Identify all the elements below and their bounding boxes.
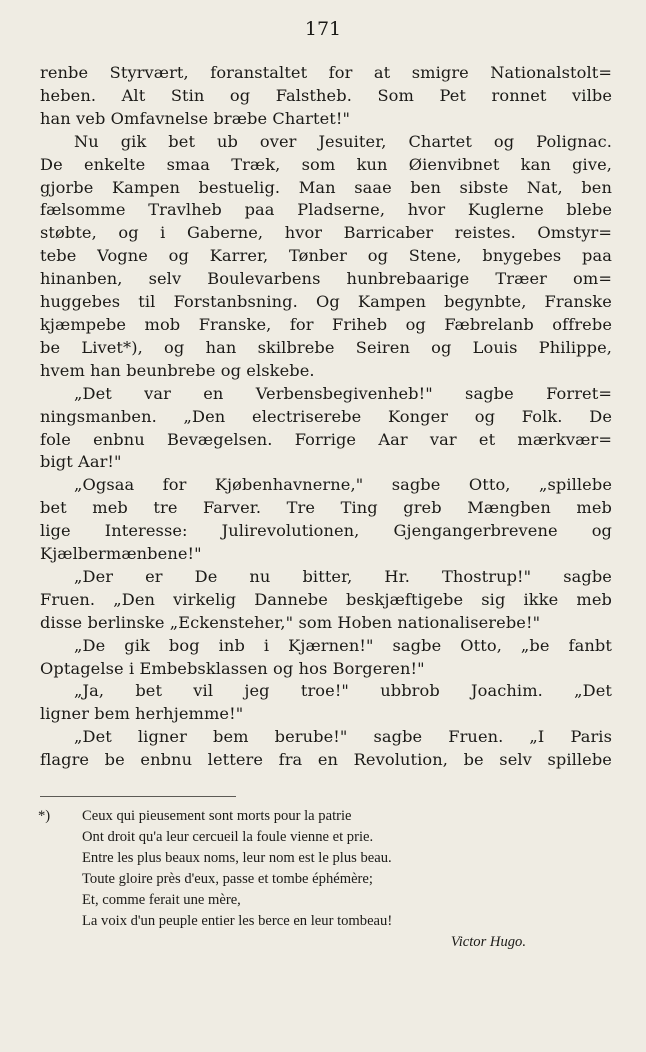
text-line: Optagelse i Embebsklassen og hos Borgeren!"	[40, 658, 425, 678]
page-number: 171	[304, 18, 342, 40]
text-line: „Det var en Verbensbegivenheb!" sagbe Forret=	[74, 383, 612, 403]
footnote	[38, 806, 612, 953]
body-text	[40, 62, 612, 772]
text-line: „De gik bog inb i Kjærnen!" sagbe Otto, „be fanbt	[74, 635, 612, 655]
text-line: flagre be enbnu lettere fra en Revolution, be selv spillebe	[40, 750, 612, 770]
text-line: „Der er De nu bitter, Hr. Thostrup!" sagbe	[74, 566, 612, 586]
text-line: huggebes til Forstanbsning. Og Kampen begynbte, Franske	[40, 292, 612, 312]
footnote-divider	[40, 796, 236, 797]
text-line: Kjælbermænbene!"	[40, 544, 202, 564]
text-line: bet meb tre Farver. Tre Ting greb Mængben meb	[40, 498, 612, 518]
footnote-line: Toute gloire près d'eux, passe et tombe éphémère;	[82, 871, 373, 887]
footnote-line	[38, 806, 612, 827]
text-line: renbe Styrvært, foranstaltet for at smigre Nationalstolt=	[40, 63, 612, 82]
text-line: hinanben, selv Boulevarbens hunbrebaarige Træer om=	[40, 269, 612, 289]
text-line: „Det ligner bem berube!" sagbe Fruen. „I Paris	[74, 727, 612, 747]
text-line: han veb Omfavnelse bræbe Chartet!"	[40, 108, 351, 128]
footnote-attribution: Victor Hugo.	[450, 934, 526, 950]
text-line: heben. Alt Stin og Falstheb. Som Pet ronnet vilbe	[40, 85, 612, 105]
text-line: „Ja, bet vil jeg troe!" ubbrob Joachim. „Det	[74, 681, 612, 701]
text-line: lige Interesse: Julirevolutionen, Gjengangerbrevene og	[40, 521, 612, 541]
text-line: Fruen. „Den virkelig Dannebe beskjæftigebe sig ikke meb	[40, 589, 612, 609]
text-line: fælsomme Travlheb paa Pladserne, hvor Kuglerne blebe	[40, 200, 612, 220]
text-line: gjorbe Kampen bestuelig. Man saae ben sibste Nat, ben	[40, 177, 612, 197]
text-line: Nu gik bet ub over Jesuiter, Chartet og Polignac.	[74, 131, 612, 151]
text-line: bigt Aar!"	[40, 452, 122, 472]
footnote-line: Entre les plus beaux noms, leur nom est le plus beau.	[82, 850, 392, 866]
text-line: ningsmanben. „Den electriserebe Konger og Folk. De	[40, 406, 612, 426]
text-line: be Livet*), og han skilbrebe Seiren og Louis Philippe,	[40, 337, 612, 357]
footnote-line: Ont droit qu'a leur cercueil la foule vienne et prie.	[82, 829, 374, 845]
footnote-line-text: Ceux qui pieusement sont morts pour la patrie	[82, 808, 352, 824]
footnote-line: La voix d'un peuple entier les berce en leur tombeau!	[82, 913, 393, 929]
text-line: De enkelte smaa Træk, som kun Øienvibnet kan give,	[40, 154, 612, 174]
text-line: tebe Vogne og Karrer, Tønber og Stene, bnygebes paa	[40, 246, 612, 266]
text-line: hvem han beunbrebe og elskebe.	[40, 360, 315, 380]
footnote-line: Et, comme ferait une mère,	[82, 892, 241, 908]
footnote-marker: *)	[38, 808, 51, 824]
text-line: fole enbnu Bevægelsen. Forrige Aar var et mærkvær=	[40, 429, 612, 449]
text-line: disse berlinske „Eckensteher," som Hoben nationaliserebe!"	[40, 612, 541, 632]
text-line: støbte, og i Gaberne, hvor Barricaber reistes. Omstyr=	[40, 223, 612, 243]
text-line: kjæmpebe mob Franske, for Friheb og Fæbrelanb offrebe	[40, 314, 612, 334]
text-line: „Ogsaa for Kjøbenhavnerne," sagbe Otto, „spillebe	[74, 475, 612, 495]
text-line: ligner bem herhjemme!"	[40, 704, 244, 724]
